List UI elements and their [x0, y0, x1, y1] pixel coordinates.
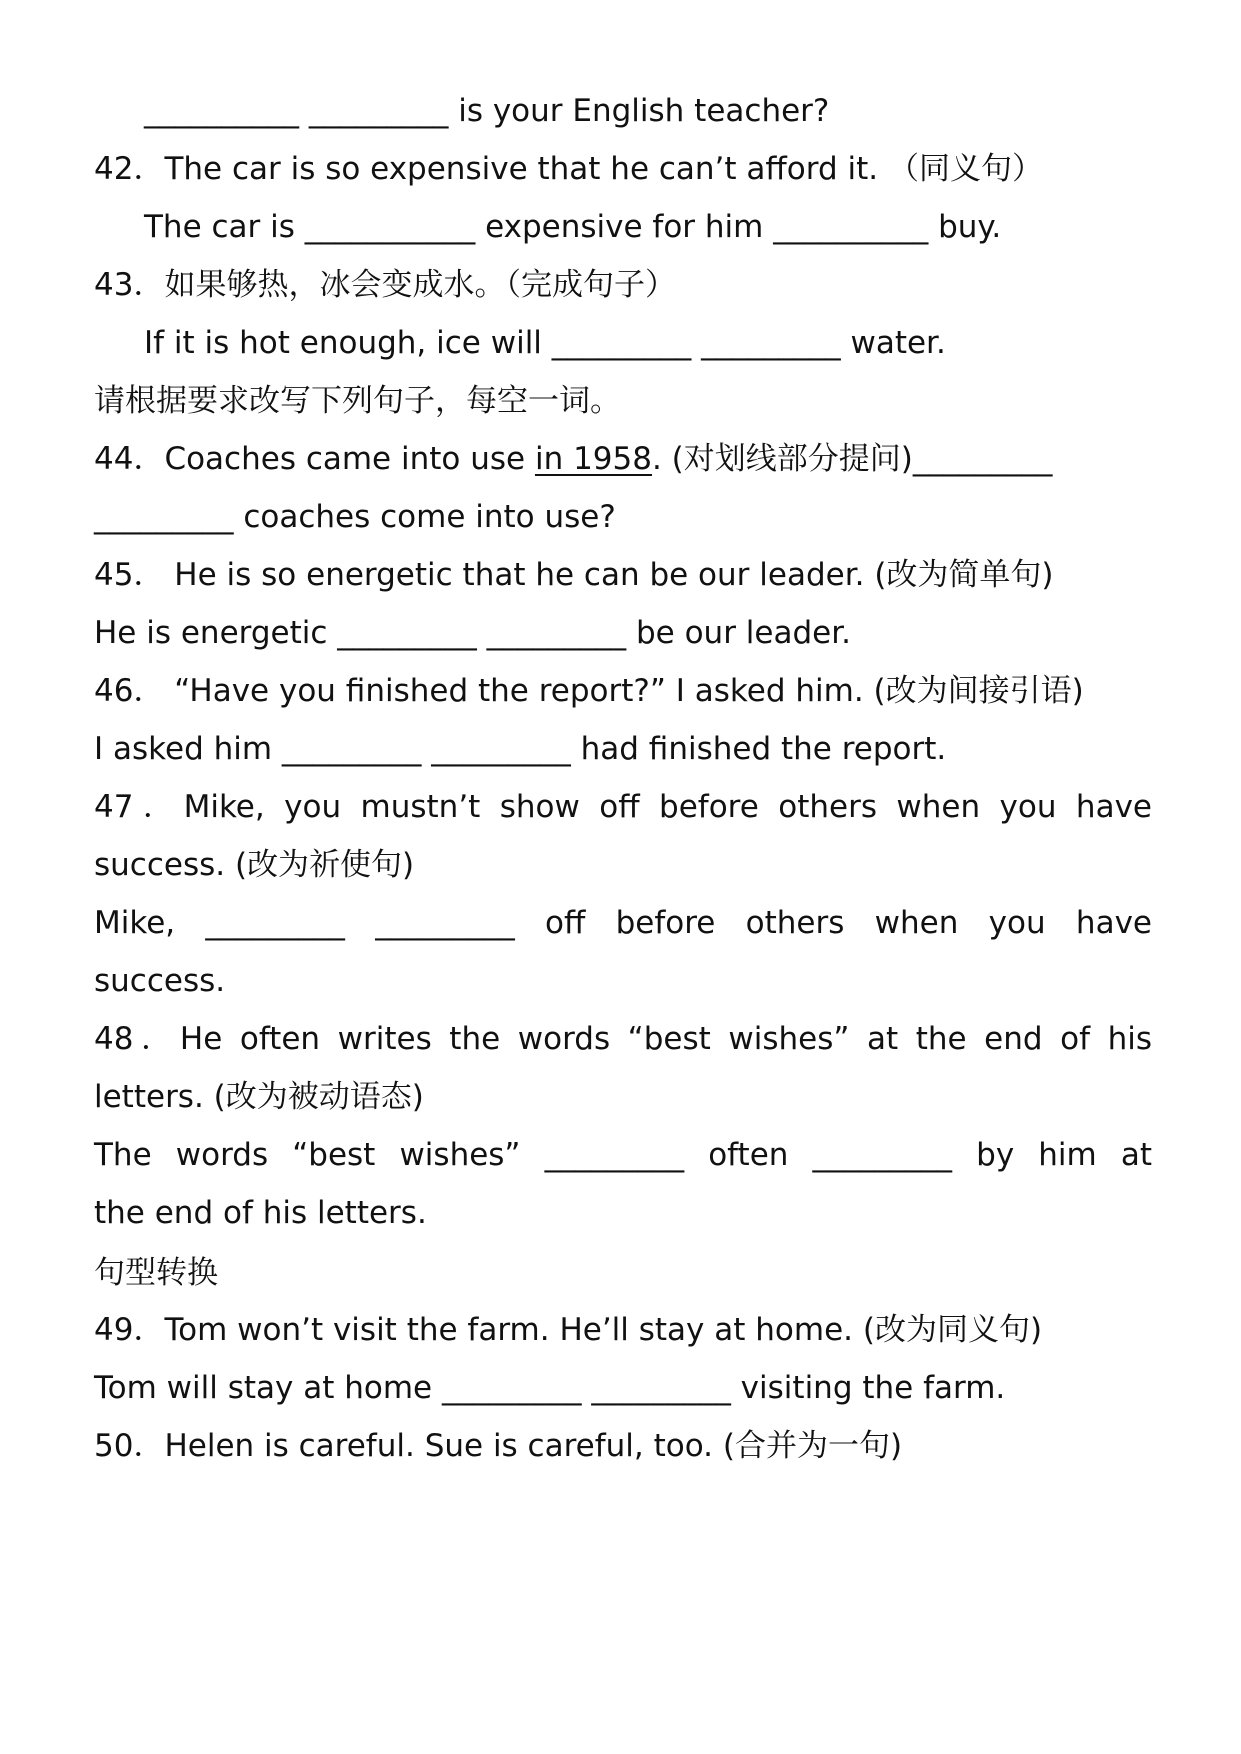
- q48-prompt-line1: 48．He often writes the words “best wishes” at the end of his: [94, 1021, 1152, 1057]
- q44-answer-line: _________ coaches come into use?: [94, 499, 616, 535]
- q49-prompt: 49．Tom won’t visit the farm. He’ll stay at home. (改为同义句): [94, 1312, 1043, 1348]
- q44-underlined-part: in 1958: [534, 441, 652, 477]
- q45-answer-line: He is energetic _________ _________ be our leader.: [94, 615, 851, 651]
- q47-prompt-line2: success. (改为祈使句): [94, 847, 415, 883]
- q44-prompt: [94, 439, 1152, 479]
- q45-prompt: 45． He is so energetic that he can be our leader. (改为简单句): [94, 557, 1054, 593]
- q47-prompt-line1: 47．Mike, you mustn’t show off before others when you have: [94, 789, 1152, 825]
- q44-prompt-end: . (对划线部分提问)_________: [651, 441, 1053, 477]
- q48-answer-line1: The words “best wishes” _________ often _________ by him at: [94, 1137, 1152, 1173]
- section-instruction: 请根据要求改写下列句子，每空一词。: [94, 383, 621, 419]
- q43-answer-line: If it is hot enough, ice will _________ _________ water.: [144, 325, 946, 361]
- q42-answer-line: The car is ___________ expensive for him __________ buy.: [144, 209, 1002, 245]
- q46-answer-line: I asked him _________ _________ had finished the report.: [94, 731, 947, 767]
- q50-prompt: 50．Helen is careful. Sue is careful, too. (合并为一句): [94, 1428, 903, 1464]
- q41-answer-line: __________ _________ is your English teacher?: [144, 93, 830, 129]
- q46-prompt: 46． “Have you finished the report?” I asked him. (改为间接引语): [94, 673, 1084, 709]
- q47-answer-line1: Mike, _________ _________ off before others when you have: [94, 905, 1152, 941]
- q48-answer-line2: the end of his letters.: [94, 1195, 427, 1231]
- q49-answer-line: Tom will stay at home _________ _________ visiting the farm.: [94, 1370, 1006, 1406]
- q44-prompt-start: 44．Coaches came into use: [94, 441, 535, 477]
- q47-answer-line2: success.: [94, 963, 226, 999]
- q42-prompt: 42．The car is so expensive that he can’t afford it. （同义句）: [94, 151, 1043, 187]
- q43-prompt: 43．如果够热，冰会变成水。（完成句子）: [94, 267, 676, 303]
- section-heading: 句型转换: [94, 1255, 218, 1291]
- q48-prompt-line2: letters. (改为被动语态): [94, 1079, 424, 1115]
